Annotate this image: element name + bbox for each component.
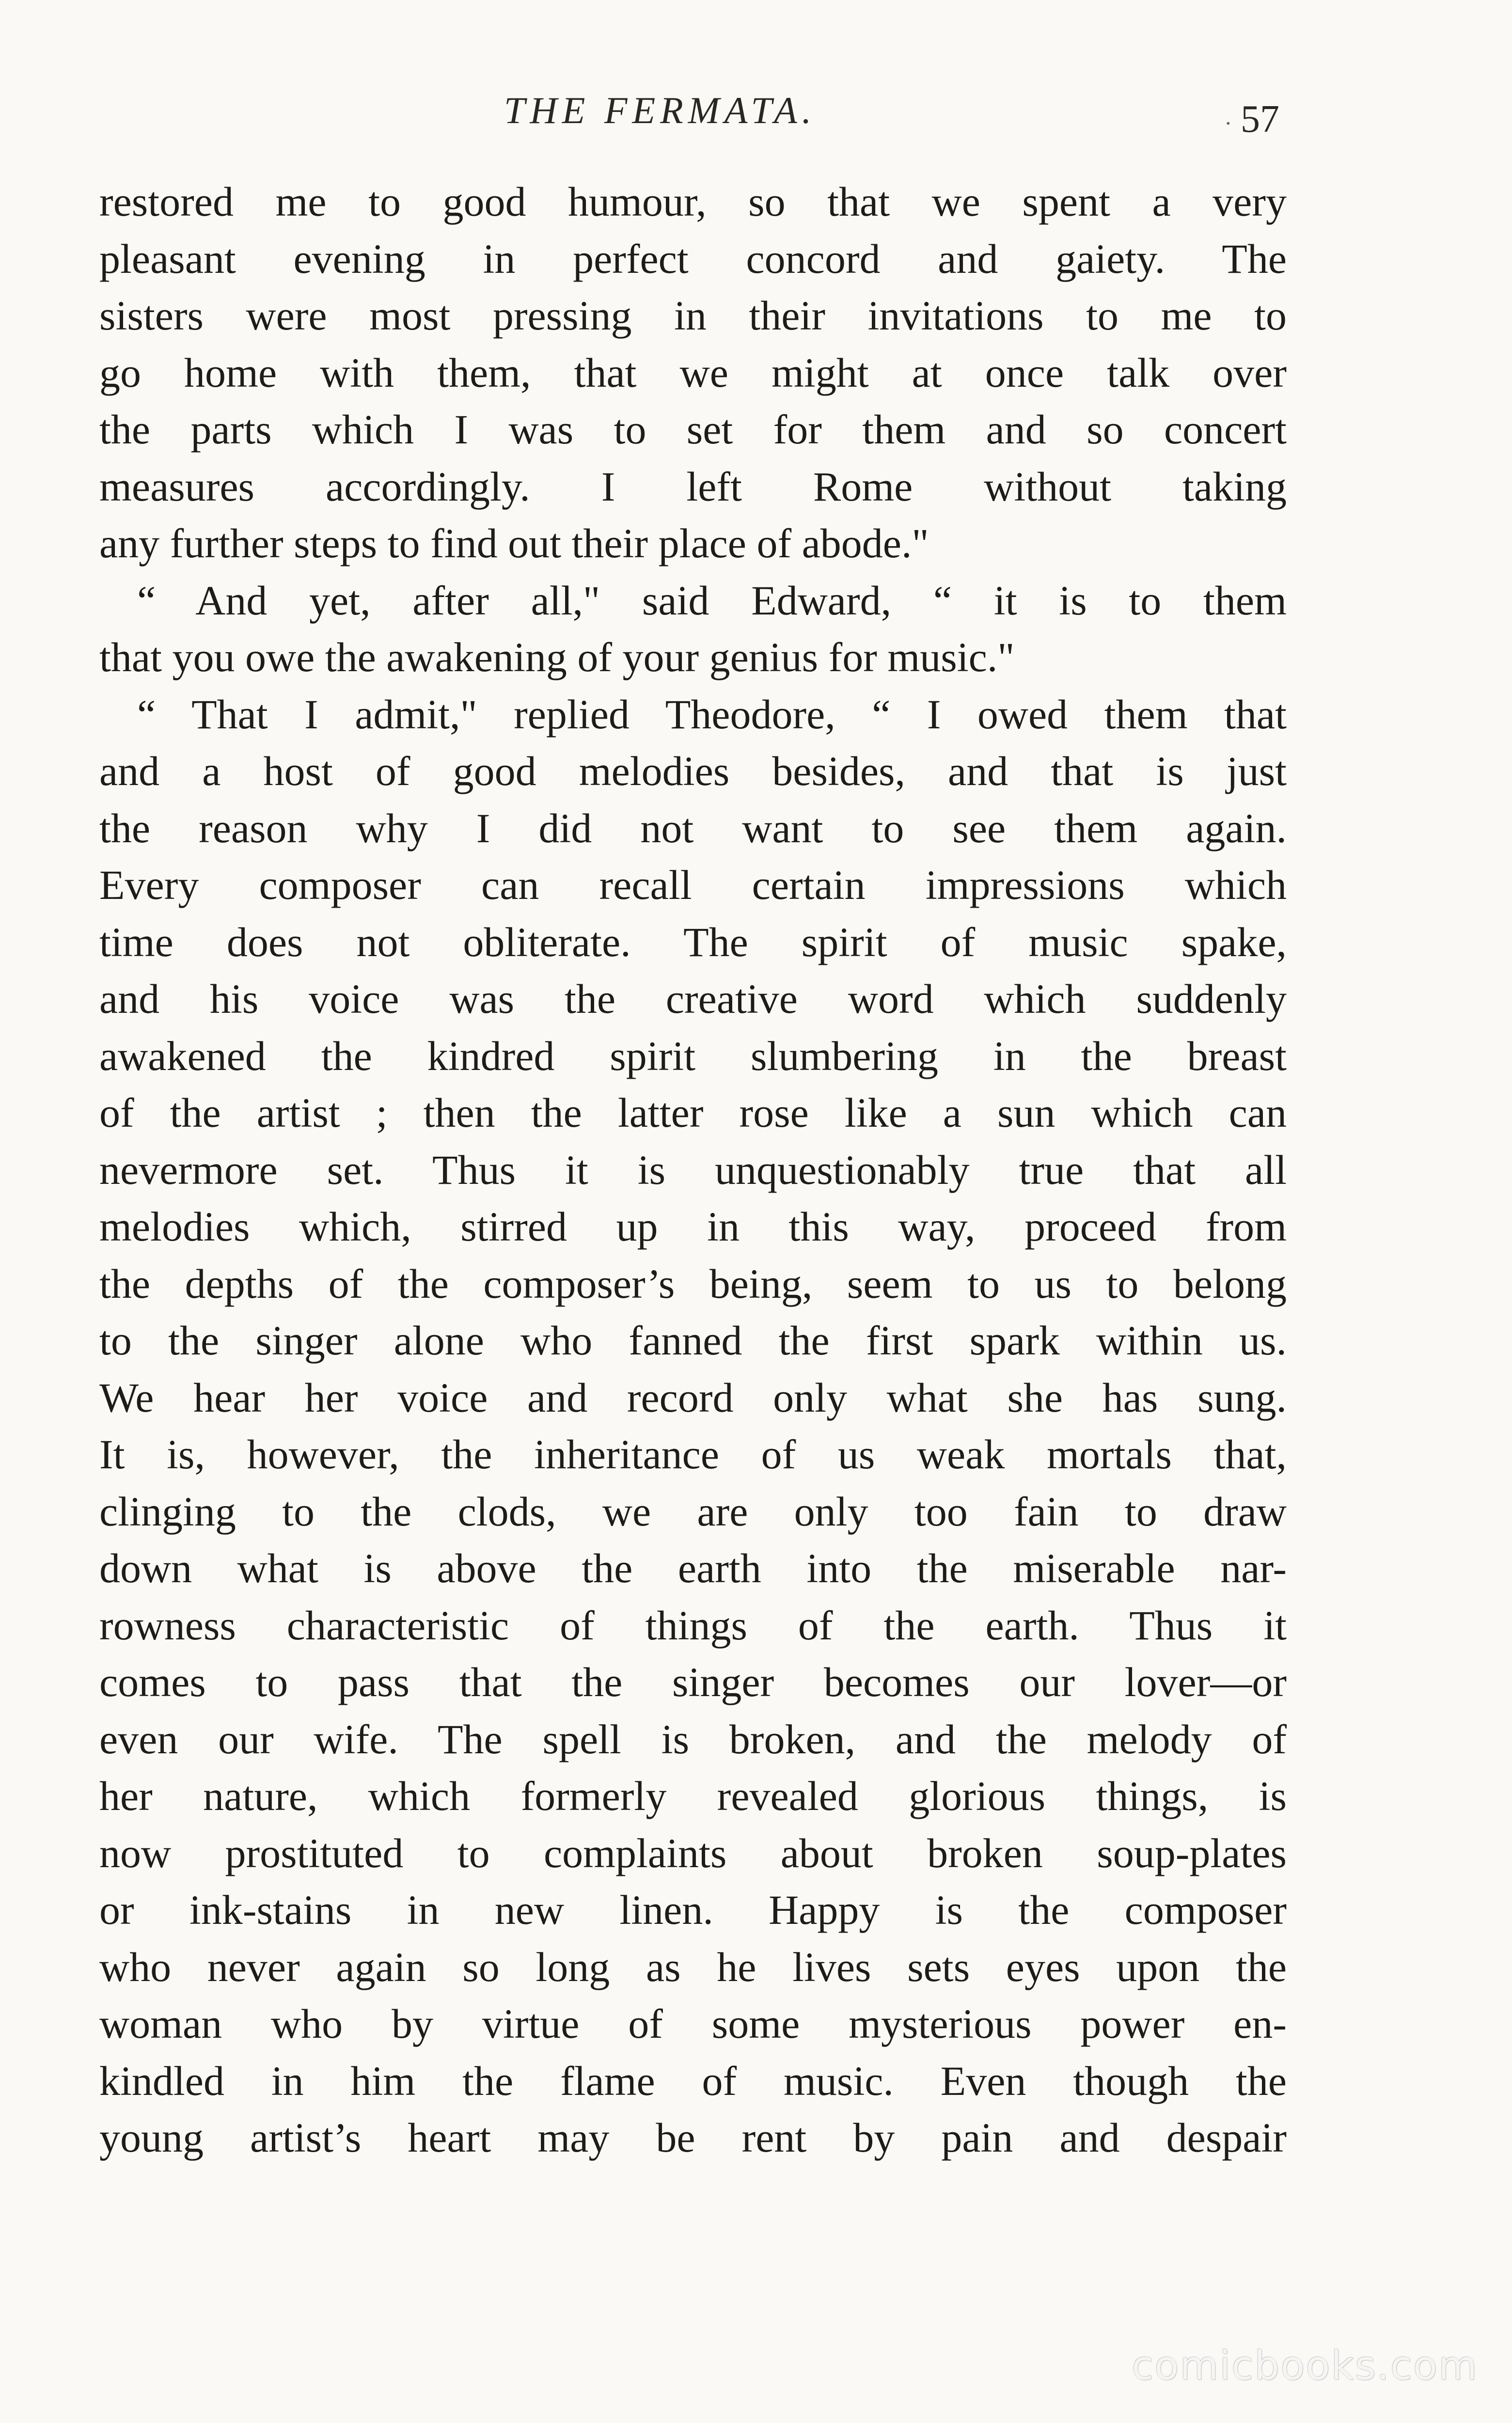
text-line: or ink-stains in new linen. Happy is the composer	[99, 1887, 1287, 1933]
text-line: We hear her voice and record only what she has sung.	[99, 1374, 1287, 1421]
text-line: Every composer can recall certain impressions which	[99, 862, 1287, 908]
text-line: sisters were most pressing in their invitations to me to	[99, 292, 1287, 339]
text-line: the parts which I was to set for them and so concert	[99, 406, 1287, 453]
text-line: that you owe the awakening of your genius for music."	[99, 634, 1015, 680]
text-line: awakened the kindred spirit slumbering in the breast	[99, 1032, 1287, 1079]
text-line: her nature, which formerly revealed glorious things, is	[99, 1773, 1287, 1819]
running-head	[0, 86, 1512, 140]
text-line: clinging to the clods, we are only too fain to draw	[99, 1488, 1287, 1535]
text-line: now prostituted to complaints about broken soup-plates	[99, 1829, 1287, 1876]
text-line: down what is above the earth into the miserable nar-	[99, 1545, 1287, 1591]
running-title: THE FERMATA.	[504, 89, 817, 131]
page-number: · 57	[1241, 95, 1279, 143]
text-line: of the artist ; then the latter rose like a sun which can	[99, 1089, 1287, 1136]
text-line: rowness characteristic of things of the earth. Thus it	[99, 1602, 1287, 1649]
text-line: go home with them, that we might at once talk over	[99, 349, 1287, 396]
text-line: “ That I admit," replied Theodore, “ I owed them that	[137, 691, 1287, 738]
text-line: restored me to good humour, so that we spent a very	[99, 178, 1287, 225]
text-line: even our wife. The spell is broken, and the melody of	[99, 1715, 1287, 1762]
text-line: young artist’s heart may be rent by pain and despair	[99, 2114, 1287, 2161]
text-line: woman who by virtue of some mysterious power en-	[99, 2000, 1287, 2047]
watermark: comicbooks.com	[1132, 2343, 1478, 2389]
text-line: melodies which, stirred up in this way, proceed from	[99, 1203, 1287, 1250]
text-line: the reason why I did not want to see them again.	[99, 804, 1287, 851]
text-line: measures accordingly. I left Rome without taking	[99, 463, 1287, 510]
text-line: kindled in him the flame of music. Even though the	[99, 2057, 1287, 2104]
text-line: nevermore set. Thus it is unquestionably true that all	[99, 1146, 1287, 1193]
text-line: who never again so long as he lives sets eyes upon the	[99, 1943, 1287, 1990]
text-line: comes to pass that the singer becomes our lover—or	[99, 1659, 1287, 1705]
text-line: any further steps to find out their place of abode."	[99, 520, 929, 566]
text-line: and a host of good melodies besides, and that is just	[99, 748, 1287, 794]
text-line: the depths of the composer’s being, seem to us to belong	[99, 1260, 1287, 1307]
text-line: time does not obliterate. The spirit of music spake,	[99, 918, 1287, 965]
text-line: to the singer alone who fanned the first spark within us.	[99, 1317, 1287, 1364]
text-line: It is, however, the inheritance of us weak mortals that,	[99, 1431, 1287, 1478]
text-line: and his voice was the creative word which suddenly	[99, 975, 1287, 1022]
text-line: “ And yet, after all," said Edward, “ it is to them	[137, 577, 1287, 624]
body-text	[99, 173, 1287, 2167]
text-line: pleasant evening in perfect concord and gaiety. The	[99, 235, 1287, 282]
